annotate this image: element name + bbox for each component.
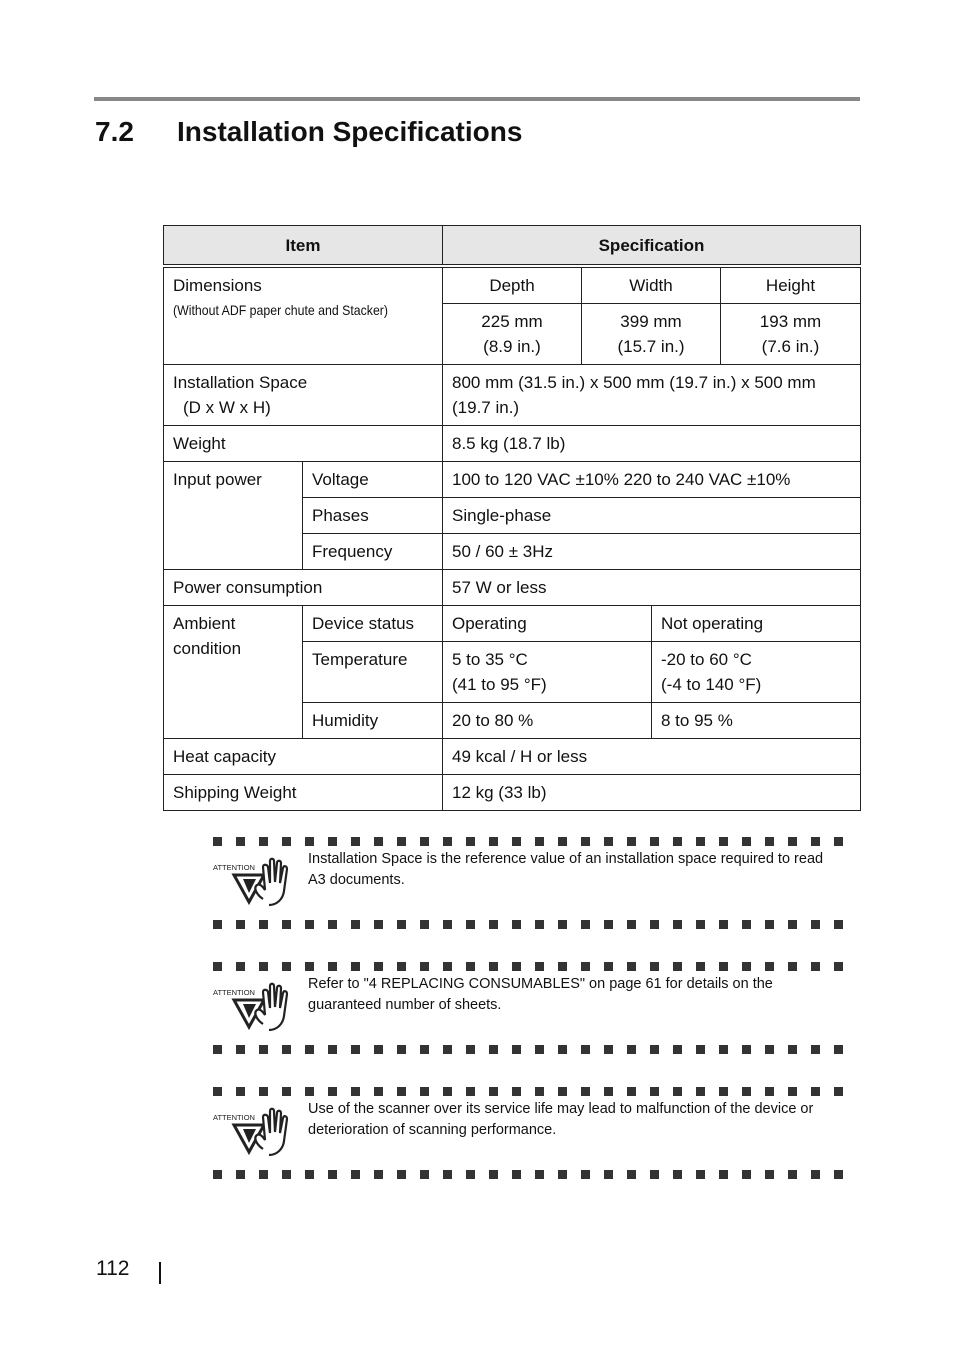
- dimensions-label: Dimensions: [173, 276, 262, 295]
- weight-label: Weight: [164, 426, 443, 462]
- dimensions-note: (Without ADF paper chute and Stacker): [173, 302, 389, 318]
- top-rule: [94, 97, 860, 101]
- depth-mm: 225 mm: [481, 312, 543, 331]
- section-title: Installation Specifications: [177, 116, 523, 147]
- dotted-rule: [213, 1170, 845, 1179]
- dotted-rule: [213, 1087, 845, 1096]
- heat-capacity-value: 49 kcal / H or less: [443, 739, 861, 775]
- dotted-rule: [213, 962, 845, 971]
- attention-note: [213, 837, 845, 931]
- svg-text:ATTENTION: ATTENTION: [213, 988, 255, 997]
- attention-hand-icon: [213, 1105, 293, 1157]
- shipping-weight-label: Shipping Weight: [164, 775, 443, 811]
- section-number: 7.2: [95, 116, 134, 147]
- not-operating-label: Not operating: [652, 606, 861, 642]
- attention-hand-icon: [213, 855, 293, 907]
- heat-capacity-label: Heat capacity: [164, 739, 443, 775]
- temp-nop-c: -20 to 60 °C: [661, 650, 752, 669]
- depth-label: Depth: [443, 268, 582, 304]
- svg-text:ATTENTION: ATTENTION: [213, 1113, 255, 1122]
- weight-value: 8.5 kg (18.7 lb): [443, 426, 861, 462]
- table-row: [164, 570, 861, 606]
- depth-value: [443, 304, 582, 365]
- header-specification: Specification: [443, 226, 861, 265]
- power-consumption-value: 57 W or less: [443, 570, 861, 606]
- shipping-weight-value: 12 kg (33 lb): [443, 775, 861, 811]
- section-heading: [95, 116, 522, 148]
- specifications-table: [163, 225, 861, 811]
- table-row: [164, 365, 861, 426]
- table-row: [164, 462, 861, 498]
- dotted-rule: [213, 1045, 845, 1054]
- svg-text:ATTENTION: ATTENTION: [213, 863, 255, 872]
- height-label: Height: [721, 268, 861, 304]
- voltage-label: Voltage: [303, 462, 443, 498]
- table-row: [164, 426, 861, 462]
- note-text: Installation Space is the reference value of an installation space required to read A3 documents.: [308, 851, 824, 888]
- device-status-label: Device status: [303, 606, 443, 642]
- installation-space-label: Installation Space: [173, 373, 308, 392]
- attention-note: [213, 1087, 845, 1181]
- input-power-label: Input power: [164, 462, 303, 570]
- table-header-row: [164, 226, 861, 265]
- table-row: [164, 739, 861, 775]
- humidity-operating: 20 to 80 %: [443, 703, 652, 739]
- voltage-value: 100 to 120 VAC ±10% 220 to 240 VAC ±10%: [443, 462, 861, 498]
- frequency-label: Frequency: [303, 534, 443, 570]
- temperature-operating: [443, 642, 652, 703]
- installation-space-sub: (D x W x H): [183, 398, 271, 417]
- attention-hand-icon: [213, 980, 293, 1032]
- installation-space-value: 800 mm (31.5 in.) x 500 mm (19.7 in.) x 500 mm (19.7 in.): [443, 365, 861, 426]
- operating-label: Operating: [443, 606, 652, 642]
- header-item: Item: [164, 226, 443, 265]
- installation-space-cell: [164, 365, 443, 426]
- ambient-condition-label: Ambient condition: [164, 606, 303, 739]
- phases-value: Single-phase: [443, 498, 861, 534]
- width-in: (15.7 in.): [617, 337, 685, 356]
- height-value: [721, 304, 861, 365]
- temperature-label: Temperature: [303, 642, 443, 703]
- attention-note: [213, 962, 845, 1056]
- width-mm: 399 mm: [620, 312, 682, 331]
- phases-label: Phases: [303, 498, 443, 534]
- page-number-divider: [159, 1262, 161, 1284]
- frequency-value: 50 / 60 ± 3Hz: [443, 534, 861, 570]
- humidity-not-operating: 8 to 95 %: [652, 703, 861, 739]
- note-text: Refer to "4 REPLACING CONSUMABLES" on page 61 for details on the guaranteed number of sheets.: [308, 976, 773, 1013]
- table-row: [164, 268, 861, 304]
- height-mm: 193 mm: [759, 312, 822, 331]
- temperature-not-operating: [652, 642, 861, 703]
- note-text: Use of the scanner over its service life may lead to malfunction of the device or deterioration of scanning performance.: [308, 1101, 814, 1138]
- temp-op-c: 5 to 35 °C: [452, 650, 528, 669]
- temp-nop-f: (-4 to 140 °F): [661, 675, 762, 694]
- page-number: 112: [96, 1257, 130, 1280]
- depth-in: (8.9 in.): [483, 337, 541, 356]
- width-value: [582, 304, 721, 365]
- power-consumption-label: Power consumption: [164, 570, 443, 606]
- table-row: [164, 775, 861, 811]
- height-in: (7.6 in.): [761, 337, 820, 356]
- width-label: Width: [582, 268, 721, 304]
- table-row: [164, 606, 861, 642]
- dimensions-cell: [164, 268, 443, 365]
- dotted-rule: [213, 920, 845, 929]
- dotted-rule: [213, 837, 845, 846]
- humidity-label: Humidity: [303, 703, 443, 739]
- temp-op-f: (41 to 95 °F): [452, 675, 547, 694]
